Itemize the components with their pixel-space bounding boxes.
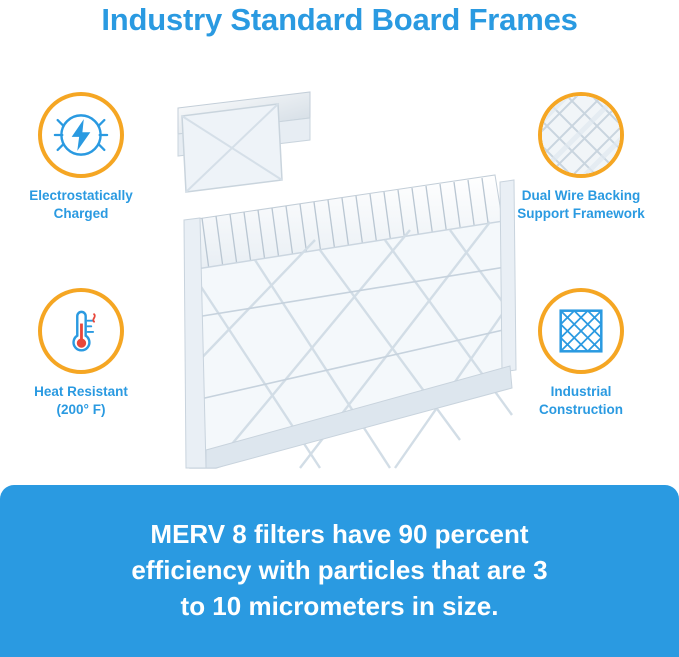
page-title: Industry Standard Board Frames [101,2,578,37]
cross-hatch-frame-icon [552,302,610,360]
feature-badge-circle [38,92,124,178]
feature-heat-resistant [6,288,156,419]
feature-badge-circle [538,92,624,178]
banner-line-2: efficiency with particles that are 3 [131,555,548,586]
feature-label [6,383,156,419]
banner-line-3: to 10 micrometers in size. [180,590,499,621]
feature-label-line1: Industrial [550,384,612,399]
feature-label-line2: Support Framework [517,206,645,222]
feature-label [6,187,156,223]
feature-label [506,383,656,419]
product-image [160,70,520,470]
feature-label-line1: Dual Wire Backing [521,188,641,203]
feature-dual-wire-backing [506,92,656,223]
feature-electrostatically-charged [6,92,156,223]
feature-badge-circle [38,288,124,374]
wire-mesh-pattern [542,96,624,178]
feature-label-line1: Heat Resistant [34,384,128,399]
feature-label [506,187,656,223]
banner-line-1: MERV 8 filters have 90 percent [150,519,529,550]
feature-badge-circle [538,288,624,374]
wire-mesh-icon [542,96,620,174]
feature-label-line2: Construction [539,402,623,418]
banner-text [91,517,587,625]
feature-label-line2: Charged [53,206,109,222]
feature-industrial-construction [506,288,656,419]
lightning-bolt-icon [53,107,109,163]
feature-label-line1: Electrostatically [29,188,133,203]
filter-illustration [160,70,520,470]
feature-label-line2: (200° F) [56,402,106,418]
merv-rating-banner [0,485,679,657]
thermometer-icon [53,303,109,359]
